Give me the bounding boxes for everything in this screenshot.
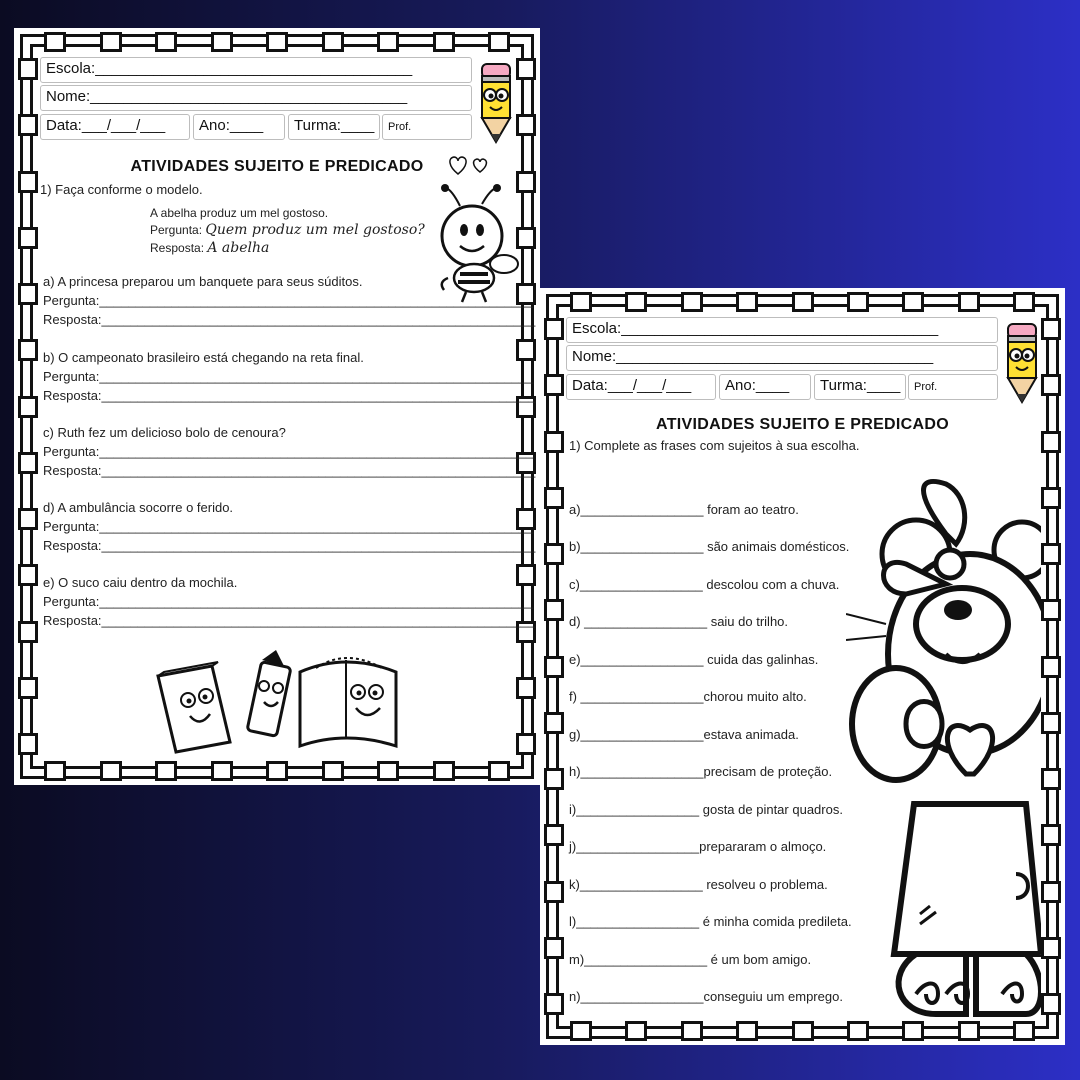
class-field[interactable]: Turma:____ <box>288 114 380 140</box>
example-question <box>150 222 425 238</box>
question-a-pergunta[interactable]: Pergunta:____________________________________________________________ <box>43 293 534 308</box>
sentence-c[interactable]: c)_________________ descolou com a chuva. <box>569 577 840 592</box>
question-a-resposta[interactable]: Resposta:____________________________________________________________ <box>43 312 536 327</box>
sentence-b[interactable]: b)_________________ são animais domésticos. <box>569 539 850 554</box>
question-d-resposta[interactable]: Resposta:____________________________________________________________ <box>43 538 536 553</box>
bee-character-icon <box>430 182 522 304</box>
example-answer <box>150 240 269 256</box>
question-d-pergunta[interactable]: Pergunta:____________________________________________________________ <box>43 519 534 534</box>
border-links-right <box>516 58 536 755</box>
example-answer-value: A abelha <box>207 240 270 256</box>
question-e-resposta[interactable]: Resposta:____________________________________________________________ <box>43 613 536 628</box>
sentence-n[interactable]: n)_________________conseguiu um emprego. <box>569 989 843 1004</box>
sentence-h[interactable]: h)_________________precisam de proteção. <box>569 764 833 779</box>
example-question-label: Pergunta: <box>150 223 203 237</box>
pencil-mascot-icon <box>1002 322 1042 404</box>
sentence-f[interactable]: f) _________________chorou muito alto. <box>569 689 807 704</box>
border-links-bottom <box>44 761 510 781</box>
sentence-l[interactable]: l)_________________ é minha comida predileta. <box>569 914 852 929</box>
page-title: ATIVIDADES SUJEITO E PREDICADO <box>130 158 424 175</box>
worksheet-1-content <box>40 54 536 759</box>
question-b-resposta[interactable]: Resposta:____________________________________________________________ <box>43 388 536 403</box>
instruction: 1) Faça conforme o modelo. <box>40 182 203 197</box>
instruction: 1) Complete as frases com sujeitos à sua escolha. <box>569 438 860 453</box>
year-field[interactable]: Ano:____ <box>193 114 285 140</box>
worksheet-2 <box>540 288 1065 1045</box>
teacher-field[interactable] <box>908 374 998 400</box>
question-d-sentence: d) A ambulância socorre o ferido. <box>43 500 234 515</box>
question-c-resposta[interactable]: Resposta:____________________________________________________________ <box>43 463 536 478</box>
school-field[interactable]: Escola:______________________________________ <box>566 317 998 343</box>
example-question-value: Quem produz um mel gostoso? <box>205 222 425 238</box>
sentence-i[interactable]: i)_________________ gosta de pintar quadros. <box>569 802 843 817</box>
cat-character-icon <box>846 474 1041 1034</box>
worksheet-2-content <box>566 314 1039 1019</box>
sentence-e[interactable]: e)_________________ cuida das galinhas. <box>569 652 819 667</box>
sentence-a[interactable]: a)_________________ foram ao teatro. <box>569 502 799 517</box>
question-c-pergunta[interactable]: Pergunta:____________________________________________________________ <box>43 444 534 459</box>
sentence-g[interactable]: g)_________________estava animada. <box>569 727 799 742</box>
class-field[interactable]: Turma:____ <box>814 374 906 400</box>
border-links-top <box>570 292 1035 312</box>
date-field[interactable]: Data:___/___/___ <box>566 374 716 400</box>
school-field[interactable]: Escola:______________________________________ <box>40 57 472 83</box>
question-b-pergunta[interactable]: Pergunta:____________________________________________________________ <box>43 369 534 384</box>
page-title: ATIVIDADES SUJEITO E PREDICADO <box>656 416 949 433</box>
sentence-m[interactable]: m)_________________ é um bom amigo. <box>569 952 812 967</box>
question-b-sentence: b) O campeonato brasileiro está chegando na reta final. <box>43 350 364 365</box>
year-field[interactable]: Ano:____ <box>719 374 811 400</box>
name-field[interactable]: Nome:______________________________________ <box>40 85 472 111</box>
sentence-d[interactable]: d) _________________ saiu do trilho. <box>569 614 789 629</box>
question-e-pergunta[interactable]: Pergunta:____________________________________________________________ <box>43 594 534 609</box>
name-field[interactable]: Nome:______________________________________ <box>566 345 998 371</box>
worksheet-1 <box>14 28 540 785</box>
sentence-k[interactable]: k)_________________ resolveu o problema. <box>569 877 828 892</box>
pencil-mascot-icon <box>476 62 516 144</box>
date-field[interactable]: Data:___/___/___ <box>40 114 190 140</box>
question-e-sentence: e) O suco caiu dentro da mochila. <box>43 575 238 590</box>
teacher-field[interactable] <box>382 114 472 140</box>
question-a-sentence: a) A princesa preparou um banquete para seus súditos. <box>43 274 363 289</box>
border-links-left <box>18 58 38 755</box>
sentence-j[interactable]: j)_________________prepararam o almoço. <box>569 839 827 854</box>
hearts-icon <box>446 152 492 178</box>
border-links-right <box>1041 318 1061 1015</box>
example-sentence: A abelha produz um mel gostoso. <box>150 206 329 220</box>
question-c-sentence: c) Ruth fez um delicioso bolo de cenoura? <box>43 425 286 440</box>
example-answer-label: Resposta: <box>150 241 205 255</box>
books-and-pencil-icon <box>150 646 410 756</box>
border-links-top <box>44 32 510 52</box>
border-links-left <box>544 318 564 1015</box>
teacher-label: Prof. <box>914 381 938 393</box>
teacher-label: Prof. <box>388 121 412 133</box>
